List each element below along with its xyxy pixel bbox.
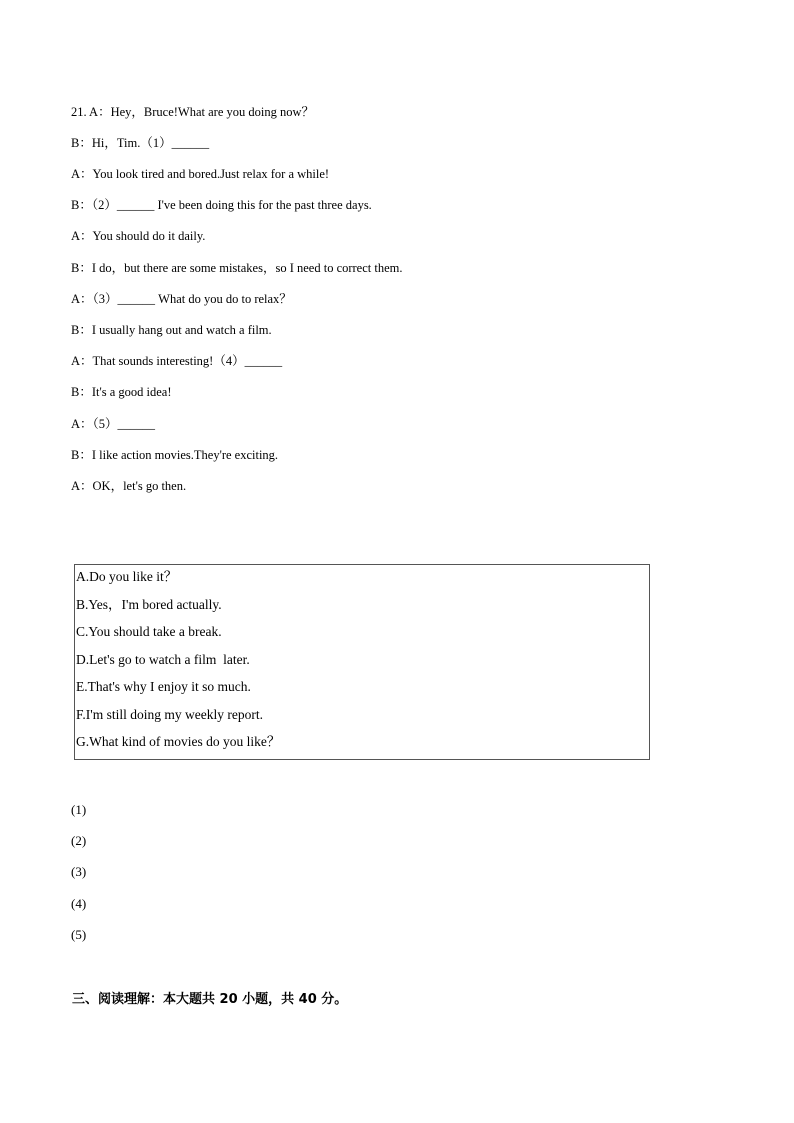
option-e: E.That's why I enjoy it so much.: [76, 679, 251, 694]
option-c: C.You should take a break.: [76, 624, 222, 639]
dialogue-line: A：（3）______ What do you do to relax？: [71, 292, 292, 306]
option-b: B.Yes，I'm bored actually.: [76, 597, 222, 612]
dialogue-line: A：You should do it daily.: [71, 229, 206, 243]
option-a: A.Do you like it？: [76, 569, 178, 584]
answer-label-1: (1): [71, 802, 87, 817]
dialogue-line: 21. A：Hey，Bruce!What are you doing now？: [71, 105, 314, 119]
option-d: D.Let's go to watch a film later.: [76, 652, 250, 667]
dialogue-line: B：I usually hang out and watch a film.: [71, 323, 272, 337]
dialogue-line: A：That sounds interesting!（4）______: [71, 354, 283, 368]
dialogue-line: B：Hi，Tim.（1）______: [71, 136, 210, 150]
dialogue-line: A：OK，let's go then.: [71, 479, 187, 493]
dialogue-line: B：（2）______ I've been doing this for the past three days.: [71, 198, 372, 212]
dialogue-line: A：（5）______: [71, 417, 156, 431]
dialogue-line: A：You look tired and bored.Just relax for a while!: [71, 167, 330, 181]
answer-label-5: (5): [71, 927, 87, 942]
option-f: F.I'm still doing my weekly report.: [76, 707, 263, 722]
option-g: G.What kind of movies do you like？: [76, 734, 281, 749]
options-box: [74, 564, 650, 760]
dialogue-line: B：I do，but there are some mistakes，so I need to correct them.: [71, 261, 403, 275]
answer-label-4: (4): [71, 896, 87, 911]
answer-label-3: (3): [71, 864, 87, 879]
answer-label-2: (2): [71, 833, 87, 848]
dialogue-line: B：I like action movies.They're exciting.: [71, 448, 279, 462]
dialogue-line: B：It's a good idea!: [71, 385, 172, 399]
section-heading: 三、阅读理解：本大题共 20 小题，共 40 分。: [72, 992, 348, 1007]
